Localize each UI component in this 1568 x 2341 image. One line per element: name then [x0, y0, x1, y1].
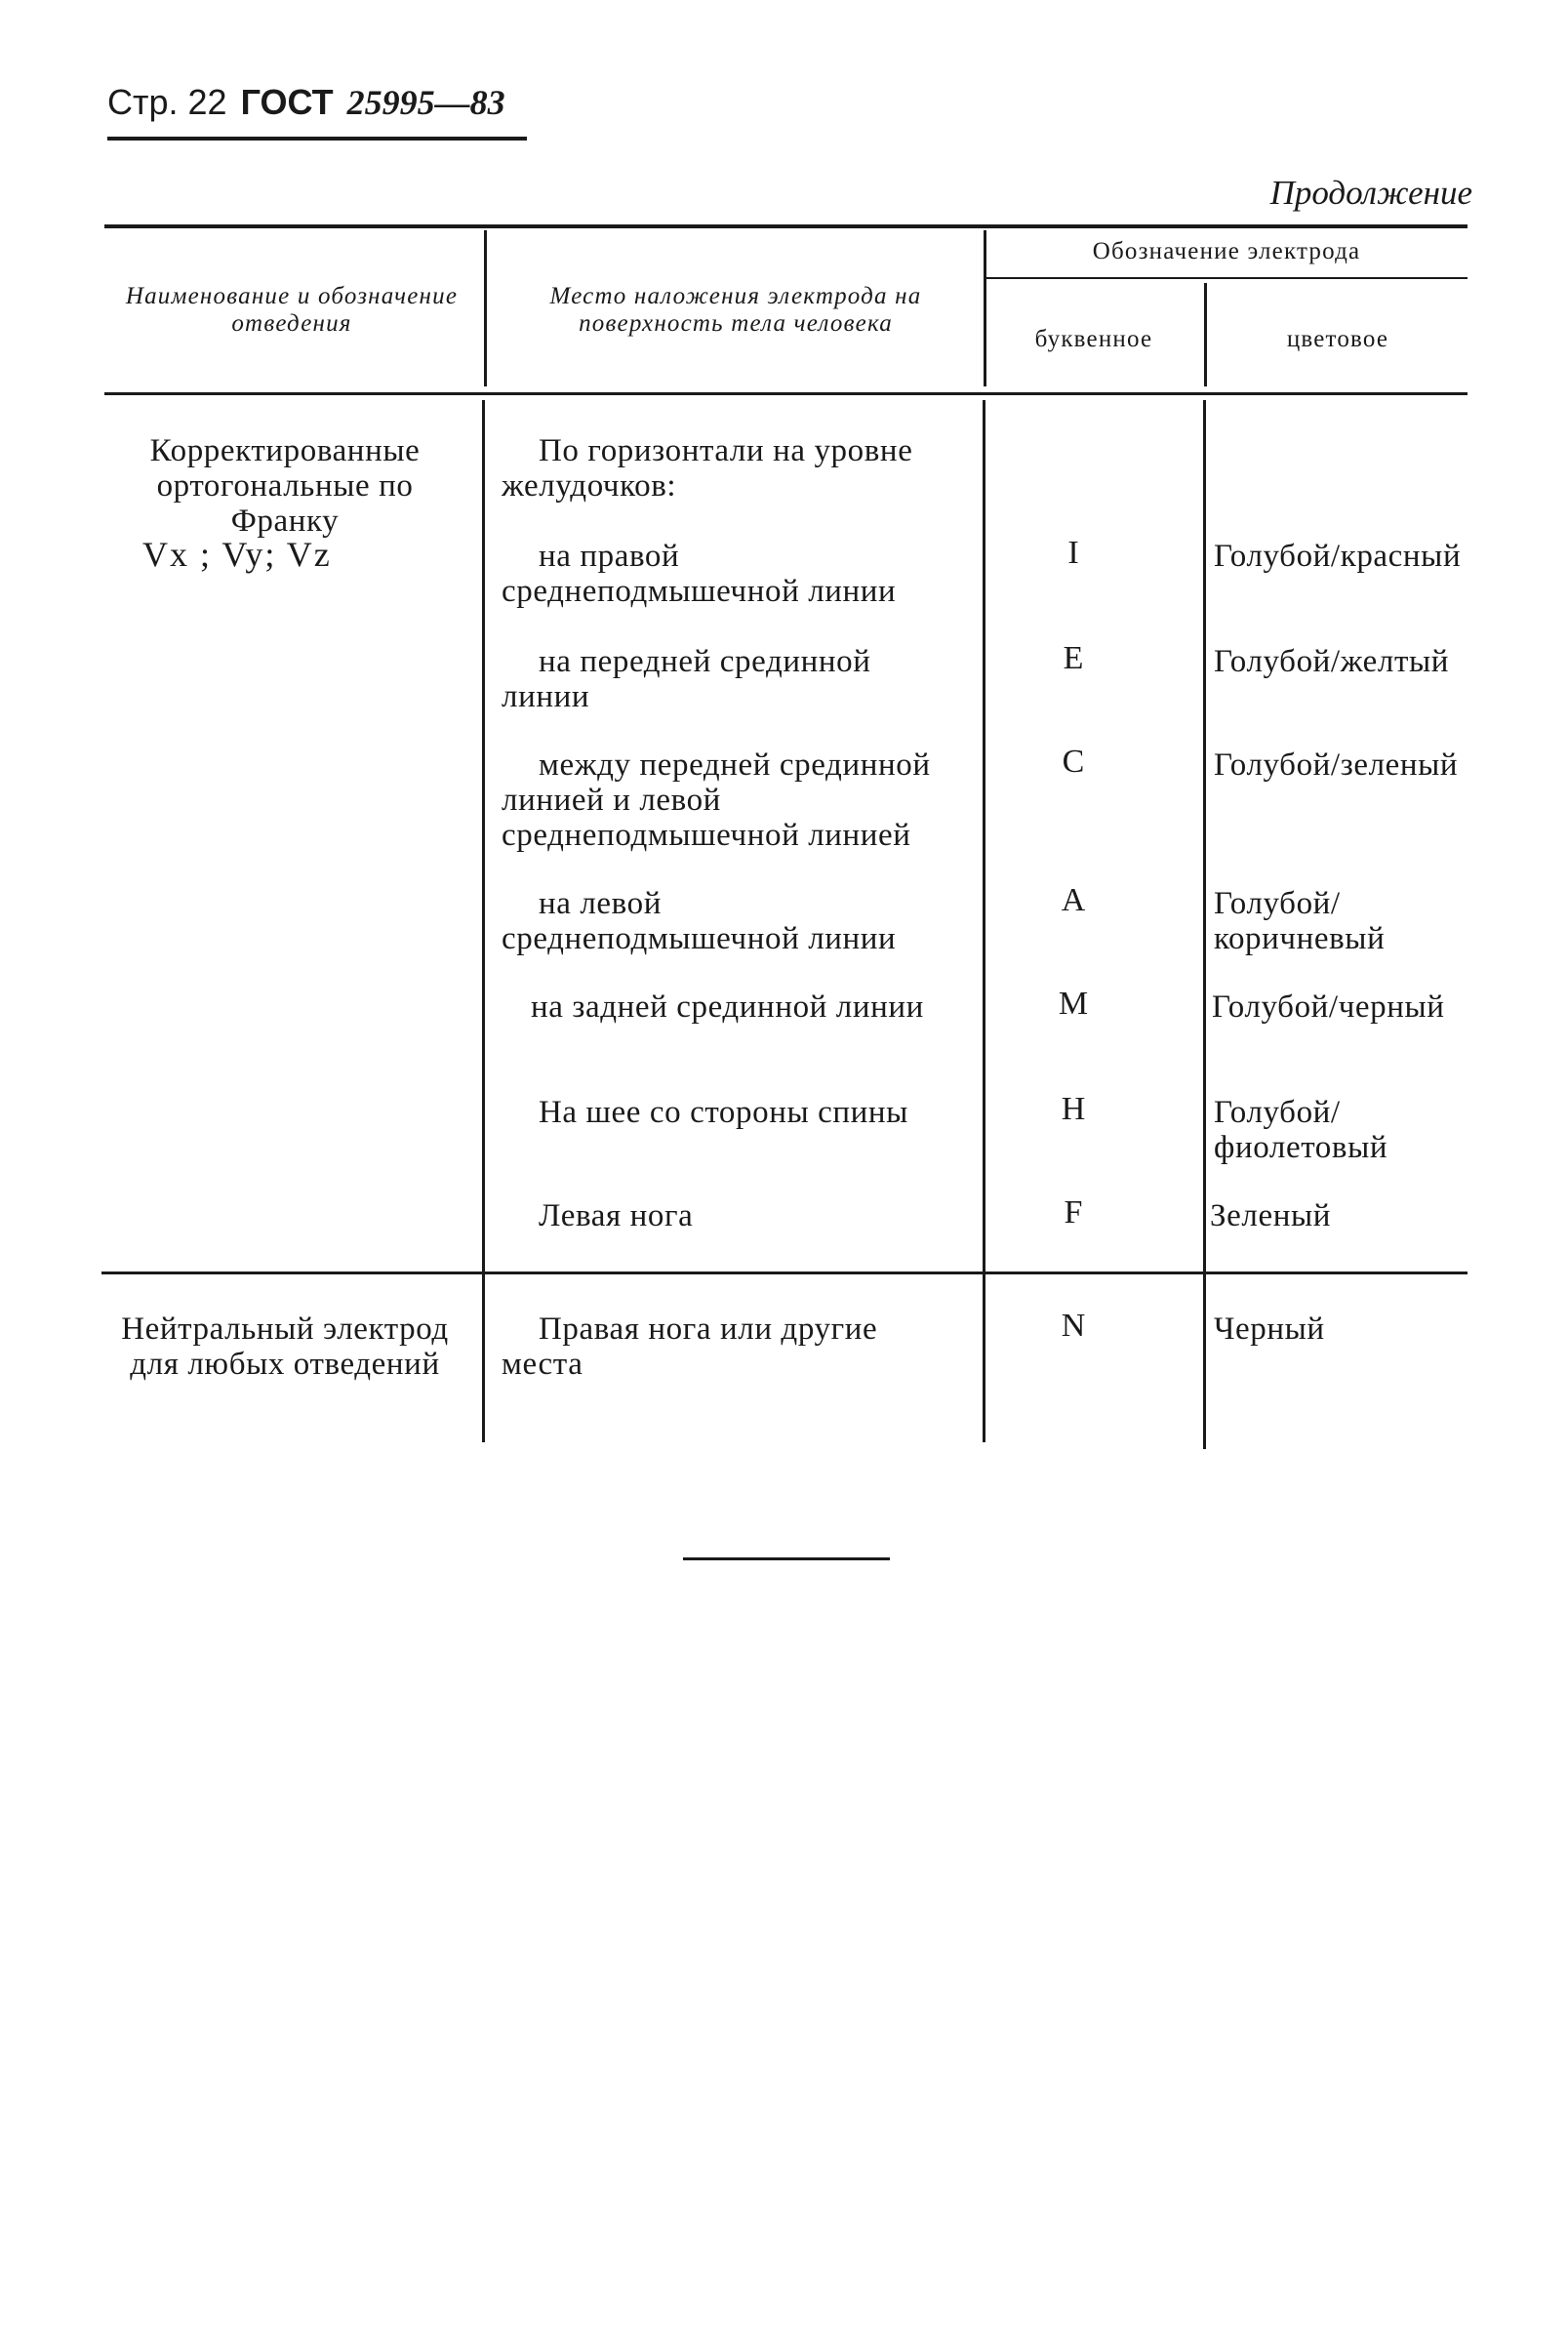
page-number: Стр. 22: [107, 82, 227, 122]
lead-designations: Vx ; Vy; Vz: [142, 535, 332, 574]
placement-cell: на передней срединной линии: [502, 644, 871, 714]
placement-cell: на левой среднеподмышечной линии: [502, 886, 897, 956]
placement-cell: Правая нога или другие места: [502, 1312, 878, 1382]
color-code: Голубой/зеленый: [1214, 747, 1459, 783]
group-separator-rule: [101, 1271, 1467, 1274]
end-of-table-rule: [683, 1557, 890, 1560]
col-divider-2-body: [983, 400, 985, 1442]
col-divider-2-header: [984, 230, 986, 386]
color-code: Голубой/коричневый: [1214, 886, 1386, 956]
color-code: Черный: [1214, 1312, 1325, 1347]
letter-code: H: [1061, 1091, 1086, 1127]
header-sub-rule: [985, 277, 1467, 279]
letter-code: C: [1062, 744, 1085, 780]
col-header-name: Наименование и обозначение отведения: [125, 283, 459, 337]
col-divider-1-header: [484, 230, 487, 386]
header-bottom-rule: [104, 392, 1467, 395]
letter-code: E: [1063, 640, 1084, 676]
placement-intro: По горизонтали на уровне желудочков:: [502, 433, 913, 504]
standard-number: 25995—83: [346, 83, 505, 122]
col-divider-1-body: [482, 400, 485, 1442]
placement-cell: Левая нога: [539, 1198, 694, 1233]
page-header: [107, 82, 505, 123]
col-header-designation: Обозначение электрода: [1092, 238, 1361, 264]
placement-cell: на задней срединной линии: [531, 989, 924, 1025]
letter-code: I: [1067, 535, 1079, 571]
letter-code: A: [1061, 882, 1086, 918]
placement-cell: между передней срединной линией и левой среднеподмышечной линией: [502, 747, 931, 853]
lead-group-name: Нейтральный электрод для любых отведений: [121, 1312, 449, 1382]
letter-code: N: [1061, 1308, 1086, 1344]
placement-cell: На шее со стороны спины: [539, 1095, 908, 1130]
header-underline: [107, 137, 527, 141]
color-code: Зеленый: [1210, 1198, 1331, 1233]
letter-code: M: [1058, 986, 1089, 1022]
color-code: Голубой/черный: [1212, 989, 1445, 1025]
col-header-place: Место наложения электрода на поверхность тела человека: [549, 283, 922, 337]
placement-cell: на правой среднеподмышечной линии: [502, 539, 897, 609]
col-header-letter: буквенное: [1034, 326, 1153, 352]
standard-label: ГОСТ: [240, 82, 334, 122]
letter-code: F: [1064, 1194, 1083, 1231]
col-divider-3-body: [1203, 400, 1206, 1449]
col-header-color: цветовое: [1286, 326, 1389, 352]
color-code: Голубой/фиолетовый: [1214, 1095, 1388, 1165]
color-code: Голубой/красный: [1214, 539, 1462, 574]
continuation-label: Продолжение: [1269, 174, 1472, 212]
col-divider-3-header: [1204, 283, 1207, 386]
color-code: Голубой/желтый: [1214, 644, 1450, 679]
lead-group-name: Корректированные ортогональные по Франку: [149, 433, 421, 539]
table-top-rule: [104, 224, 1467, 228]
